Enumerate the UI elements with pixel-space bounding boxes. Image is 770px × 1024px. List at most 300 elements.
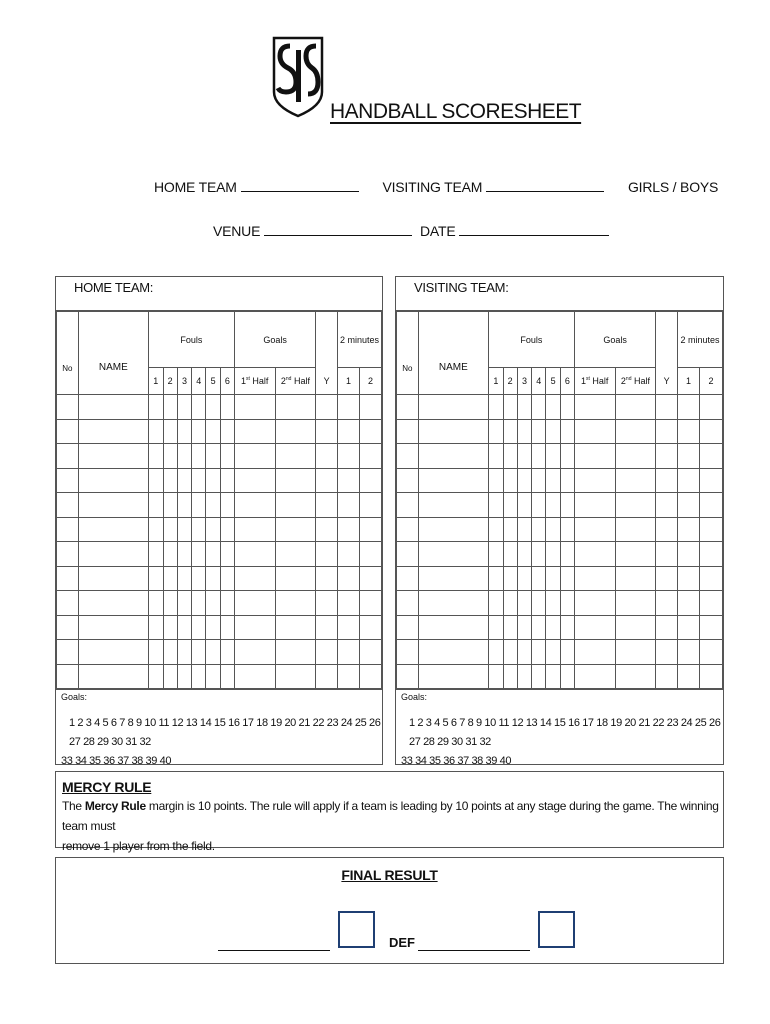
- entry-cell[interactable]: [656, 444, 678, 469]
- entry-cell[interactable]: [206, 444, 221, 469]
- entry-cell[interactable]: [78, 444, 148, 469]
- entry-cell[interactable]: [678, 615, 700, 640]
- entry-cell[interactable]: [656, 640, 678, 665]
- entry-cell[interactable]: [503, 615, 517, 640]
- entry-cell[interactable]: [206, 664, 221, 689]
- entry-cell[interactable]: [221, 640, 235, 665]
- entry-cell[interactable]: [574, 468, 615, 493]
- entry-cell[interactable]: [561, 444, 575, 469]
- entry-cell[interactable]: [699, 395, 722, 420]
- entry-cell[interactable]: [546, 419, 561, 444]
- entry-cell[interactable]: [234, 615, 275, 640]
- entry-cell[interactable]: [418, 664, 488, 689]
- entry-cell[interactable]: [57, 566, 79, 591]
- entry-cell[interactable]: [397, 419, 419, 444]
- entry-cell[interactable]: [234, 468, 275, 493]
- entry-cell[interactable]: [177, 615, 192, 640]
- entry-cell[interactable]: [532, 419, 546, 444]
- entry-cell[interactable]: [574, 395, 615, 420]
- entry-cell[interactable]: [532, 444, 546, 469]
- entry-cell[interactable]: [678, 444, 700, 469]
- entry-cell[interactable]: [678, 640, 700, 665]
- entry-cell[interactable]: [418, 493, 488, 518]
- entry-cell[interactable]: [234, 542, 275, 567]
- entry-cell[interactable]: [699, 566, 722, 591]
- entry-cell[interactable]: [163, 542, 177, 567]
- entry-cell[interactable]: [615, 640, 656, 665]
- entry-cell[interactable]: [699, 615, 722, 640]
- winner-name-field[interactable]: [218, 950, 330, 951]
- entry-cell[interactable]: [418, 615, 488, 640]
- entry-cell[interactable]: [221, 566, 235, 591]
- entry-cell[interactable]: [338, 468, 360, 493]
- date-field[interactable]: [459, 224, 609, 236]
- entry-cell[interactable]: [78, 517, 148, 542]
- entry-cell[interactable]: [615, 566, 656, 591]
- entry-cell[interactable]: [148, 419, 163, 444]
- entry-cell[interactable]: [57, 615, 79, 640]
- entry-cell[interactable]: [275, 615, 316, 640]
- entry-cell[interactable]: [503, 444, 517, 469]
- entry-cell[interactable]: [615, 664, 656, 689]
- entry-cell[interactable]: [561, 591, 575, 616]
- entry-cell[interactable]: [234, 444, 275, 469]
- entry-cell[interactable]: [418, 468, 488, 493]
- entry-cell[interactable]: [192, 395, 206, 420]
- entry-cell[interactable]: [177, 640, 192, 665]
- entry-cell[interactable]: [221, 419, 235, 444]
- entry-cell[interactable]: [192, 517, 206, 542]
- entry-cell[interactable]: [574, 493, 615, 518]
- entry-cell[interactable]: [206, 615, 221, 640]
- entry-cell[interactable]: [561, 615, 575, 640]
- entry-cell[interactable]: [699, 493, 722, 518]
- entry-cell[interactable]: [546, 615, 561, 640]
- entry-cell[interactable]: [338, 444, 360, 469]
- entry-cell[interactable]: [488, 444, 503, 469]
- entry-cell[interactable]: [192, 468, 206, 493]
- entry-cell[interactable]: [656, 542, 678, 567]
- entry-cell[interactable]: [316, 664, 338, 689]
- entry-cell[interactable]: [275, 419, 316, 444]
- entry-cell[interactable]: [359, 615, 381, 640]
- entry-cell[interactable]: [78, 591, 148, 616]
- entry-cell[interactable]: [561, 664, 575, 689]
- entry-cell[interactable]: [192, 640, 206, 665]
- entry-cell[interactable]: [359, 640, 381, 665]
- entry-cell[interactable]: [615, 493, 656, 518]
- entry-cell[interactable]: [148, 517, 163, 542]
- entry-cell[interactable]: [488, 517, 503, 542]
- entry-cell[interactable]: [488, 468, 503, 493]
- entry-cell[interactable]: [275, 444, 316, 469]
- entry-cell[interactable]: [488, 640, 503, 665]
- entry-cell[interactable]: [488, 419, 503, 444]
- entry-cell[interactable]: [397, 615, 419, 640]
- entry-cell[interactable]: [148, 615, 163, 640]
- entry-cell[interactable]: [532, 395, 546, 420]
- entry-cell[interactable]: [148, 493, 163, 518]
- entry-cell[interactable]: [532, 615, 546, 640]
- entry-cell[interactable]: [78, 395, 148, 420]
- entry-cell[interactable]: [561, 468, 575, 493]
- entry-cell[interactable]: [148, 444, 163, 469]
- entry-cell[interactable]: [656, 419, 678, 444]
- entry-cell[interactable]: [316, 542, 338, 567]
- entry-cell[interactable]: [275, 542, 316, 567]
- entry-cell[interactable]: [574, 542, 615, 567]
- entry-cell[interactable]: [418, 640, 488, 665]
- entry-cell[interactable]: [206, 640, 221, 665]
- entry-cell[interactable]: [338, 640, 360, 665]
- entry-cell[interactable]: [532, 591, 546, 616]
- entry-cell[interactable]: [338, 542, 360, 567]
- entry-cell[interactable]: [275, 566, 316, 591]
- entry-cell[interactable]: [561, 395, 575, 420]
- entry-cell[interactable]: [163, 640, 177, 665]
- entry-cell[interactable]: [656, 591, 678, 616]
- entry-cell[interactable]: [148, 468, 163, 493]
- entry-cell[interactable]: [177, 444, 192, 469]
- entry-cell[interactable]: [546, 395, 561, 420]
- entry-cell[interactable]: [418, 591, 488, 616]
- entry-cell[interactable]: [338, 517, 360, 542]
- entry-cell[interactable]: [615, 615, 656, 640]
- entry-cell[interactable]: [338, 395, 360, 420]
- winner-score-box[interactable]: [338, 911, 375, 948]
- entry-cell[interactable]: [192, 493, 206, 518]
- entry-cell[interactable]: [275, 395, 316, 420]
- entry-cell[interactable]: [656, 395, 678, 420]
- entry-cell[interactable]: [57, 468, 79, 493]
- entry-cell[interactable]: [656, 468, 678, 493]
- entry-cell[interactable]: [78, 542, 148, 567]
- entry-cell[interactable]: [234, 664, 275, 689]
- entry-cell[interactable]: [699, 517, 722, 542]
- entry-cell[interactable]: [503, 395, 517, 420]
- entry-cell[interactable]: [148, 566, 163, 591]
- entry-cell[interactable]: [418, 419, 488, 444]
- entry-cell[interactable]: [418, 542, 488, 567]
- entry-cell[interactable]: [418, 444, 488, 469]
- entry-cell[interactable]: [359, 444, 381, 469]
- entry-cell[interactable]: [177, 664, 192, 689]
- entry-cell[interactable]: [359, 566, 381, 591]
- entry-cell[interactable]: [57, 517, 79, 542]
- entry-cell[interactable]: [192, 419, 206, 444]
- entry-cell[interactable]: [546, 493, 561, 518]
- entry-cell[interactable]: [532, 542, 546, 567]
- entry-cell[interactable]: [488, 493, 503, 518]
- entry-cell[interactable]: [206, 542, 221, 567]
- entry-cell[interactable]: [678, 542, 700, 567]
- entry-cell[interactable]: [397, 566, 419, 591]
- entry-cell[interactable]: [148, 640, 163, 665]
- entry-cell[interactable]: [206, 591, 221, 616]
- entry-cell[interactable]: [488, 664, 503, 689]
- entry-cell[interactable]: [615, 591, 656, 616]
- entry-cell[interactable]: [234, 566, 275, 591]
- entry-cell[interactable]: [221, 664, 235, 689]
- entry-cell[interactable]: [78, 493, 148, 518]
- entry-cell[interactable]: [678, 468, 700, 493]
- entry-cell[interactable]: [78, 468, 148, 493]
- entry-cell[interactable]: [148, 591, 163, 616]
- entry-cell[interactable]: [397, 444, 419, 469]
- entry-cell[interactable]: [615, 517, 656, 542]
- visiting-team-field[interactable]: [486, 180, 604, 192]
- entry-cell[interactable]: [532, 493, 546, 518]
- entry-cell[interactable]: [221, 493, 235, 518]
- entry-cell[interactable]: [574, 566, 615, 591]
- entry-cell[interactable]: [163, 493, 177, 518]
- entry-cell[interactable]: [78, 615, 148, 640]
- entry-cell[interactable]: [503, 591, 517, 616]
- entry-cell[interactable]: [574, 419, 615, 444]
- entry-cell[interactable]: [234, 493, 275, 518]
- entry-cell[interactable]: [316, 468, 338, 493]
- entry-cell[interactable]: [338, 664, 360, 689]
- entry-cell[interactable]: [221, 591, 235, 616]
- entry-cell[interactable]: [359, 395, 381, 420]
- entry-cell[interactable]: [316, 640, 338, 665]
- entry-cell[interactable]: [177, 419, 192, 444]
- entry-cell[interactable]: [316, 493, 338, 518]
- entry-cell[interactable]: [678, 566, 700, 591]
- entry-cell[interactable]: [517, 419, 532, 444]
- entry-cell[interactable]: [656, 664, 678, 689]
- entry-cell[interactable]: [397, 640, 419, 665]
- entry-cell[interactable]: [397, 517, 419, 542]
- entry-cell[interactable]: [699, 591, 722, 616]
- entry-cell[interactable]: [488, 615, 503, 640]
- home-team-field[interactable]: [241, 180, 359, 192]
- entry-cell[interactable]: [221, 517, 235, 542]
- entry-cell[interactable]: [177, 566, 192, 591]
- entry-cell[interactable]: [316, 444, 338, 469]
- entry-cell[interactable]: [275, 664, 316, 689]
- entry-cell[interactable]: [338, 591, 360, 616]
- entry-cell[interactable]: [338, 419, 360, 444]
- entry-cell[interactable]: [359, 542, 381, 567]
- entry-cell[interactable]: [148, 395, 163, 420]
- entry-cell[interactable]: [561, 640, 575, 665]
- entry-cell[interactable]: [234, 517, 275, 542]
- entry-cell[interactable]: [316, 517, 338, 542]
- entry-cell[interactable]: [57, 640, 79, 665]
- entry-cell[interactable]: [574, 615, 615, 640]
- entry-cell[interactable]: [177, 395, 192, 420]
- entry-cell[interactable]: [532, 640, 546, 665]
- entry-cell[interactable]: [699, 664, 722, 689]
- entry-cell[interactable]: [359, 517, 381, 542]
- entry-cell[interactable]: [359, 493, 381, 518]
- entry-cell[interactable]: [678, 419, 700, 444]
- entry-cell[interactable]: [678, 517, 700, 542]
- entry-cell[interactable]: [488, 591, 503, 616]
- entry-cell[interactable]: [148, 664, 163, 689]
- entry-cell[interactable]: [275, 591, 316, 616]
- entry-cell[interactable]: [316, 591, 338, 616]
- entry-cell[interactable]: [546, 468, 561, 493]
- entry-cell[interactable]: [546, 444, 561, 469]
- entry-cell[interactable]: [221, 444, 235, 469]
- entry-cell[interactable]: [57, 444, 79, 469]
- entry-cell[interactable]: [234, 591, 275, 616]
- entry-cell[interactable]: [338, 566, 360, 591]
- entry-cell[interactable]: [574, 640, 615, 665]
- entry-cell[interactable]: [206, 395, 221, 420]
- entry-cell[interactable]: [574, 444, 615, 469]
- entry-cell[interactable]: [221, 542, 235, 567]
- entry-cell[interactable]: [359, 664, 381, 689]
- entry-cell[interactable]: [57, 542, 79, 567]
- entry-cell[interactable]: [574, 517, 615, 542]
- entry-cell[interactable]: [418, 517, 488, 542]
- entry-cell[interactable]: [546, 640, 561, 665]
- entry-cell[interactable]: [221, 615, 235, 640]
- entry-cell[interactable]: [359, 468, 381, 493]
- entry-cell[interactable]: [316, 566, 338, 591]
- entry-cell[interactable]: [206, 468, 221, 493]
- entry-cell[interactable]: [163, 566, 177, 591]
- entry-cell[interactable]: [517, 468, 532, 493]
- entry-cell[interactable]: [275, 493, 316, 518]
- entry-cell[interactable]: [615, 395, 656, 420]
- entry-cell[interactable]: [503, 640, 517, 665]
- entry-cell[interactable]: [656, 566, 678, 591]
- entry-cell[interactable]: [206, 419, 221, 444]
- entry-cell[interactable]: [275, 640, 316, 665]
- entry-cell[interactable]: [517, 615, 532, 640]
- entry-cell[interactable]: [656, 517, 678, 542]
- entry-cell[interactable]: [234, 640, 275, 665]
- entry-cell[interactable]: [316, 395, 338, 420]
- goal-sequence[interactable]: 1 2 3 4 5 6 7 8 9 10 11 12 13 14 15 16 17 18 19 20 21 22 23 24 25 26 27 28 29 30 31 32 33 34 35 36 37 38 39 40: [401, 717, 721, 767]
- entry-cell[interactable]: [221, 395, 235, 420]
- entry-cell[interactable]: [418, 566, 488, 591]
- entry-cell[interactable]: [192, 615, 206, 640]
- entry-cell[interactable]: [78, 664, 148, 689]
- entry-cell[interactable]: [503, 517, 517, 542]
- entry-cell[interactable]: [163, 517, 177, 542]
- entry-cell[interactable]: [546, 591, 561, 616]
- entry-cell[interactable]: [192, 566, 206, 591]
- entry-cell[interactable]: [517, 664, 532, 689]
- entry-cell[interactable]: [503, 542, 517, 567]
- venue-field[interactable]: [264, 224, 412, 236]
- entry-cell[interactable]: [678, 591, 700, 616]
- entry-cell[interactable]: [532, 468, 546, 493]
- entry-cell[interactable]: [678, 395, 700, 420]
- entry-cell[interactable]: [517, 444, 532, 469]
- entry-cell[interactable]: [206, 517, 221, 542]
- entry-cell[interactable]: [206, 566, 221, 591]
- entry-cell[interactable]: [532, 566, 546, 591]
- entry-cell[interactable]: [546, 542, 561, 567]
- entry-cell[interactable]: [163, 615, 177, 640]
- entry-cell[interactable]: [488, 566, 503, 591]
- entry-cell[interactable]: [78, 640, 148, 665]
- entry-cell[interactable]: [57, 664, 79, 689]
- entry-cell[interactable]: [234, 395, 275, 420]
- entry-cell[interactable]: [177, 542, 192, 567]
- entry-cell[interactable]: [503, 493, 517, 518]
- entry-cell[interactable]: [546, 664, 561, 689]
- entry-cell[interactable]: [275, 468, 316, 493]
- goal-sequence[interactable]: 1 2 3 4 5 6 7 8 9 10 11 12 13 14 15 16 17 18 19 20 21 22 23 24 25 26 27 28 29 30 31 32 33 34 35 36 37 38 39 40: [61, 717, 381, 767]
- entry-cell[interactable]: [192, 664, 206, 689]
- entry-cell[interactable]: [234, 419, 275, 444]
- entry-cell[interactable]: [397, 493, 419, 518]
- entry-cell[interactable]: [503, 468, 517, 493]
- entry-cell[interactable]: [517, 395, 532, 420]
- entry-cell[interactable]: [163, 591, 177, 616]
- entry-cell[interactable]: [57, 493, 79, 518]
- entry-cell[interactable]: [517, 517, 532, 542]
- entry-cell[interactable]: [57, 395, 79, 420]
- entry-cell[interactable]: [699, 640, 722, 665]
- entry-cell[interactable]: [561, 517, 575, 542]
- entry-cell[interactable]: [532, 517, 546, 542]
- entry-cell[interactable]: [615, 468, 656, 493]
- entry-cell[interactable]: [546, 566, 561, 591]
- entry-cell[interactable]: [359, 591, 381, 616]
- entry-cell[interactable]: [503, 419, 517, 444]
- entry-cell[interactable]: [397, 664, 419, 689]
- entry-cell[interactable]: [338, 493, 360, 518]
- entry-cell[interactable]: [206, 493, 221, 518]
- entry-cell[interactable]: [316, 419, 338, 444]
- entry-cell[interactable]: [656, 493, 678, 518]
- entry-cell[interactable]: [163, 395, 177, 420]
- entry-cell[interactable]: [517, 493, 532, 518]
- entry-cell[interactable]: [517, 591, 532, 616]
- entry-cell[interactable]: [192, 444, 206, 469]
- entry-cell[interactable]: [517, 542, 532, 567]
- entry-cell[interactable]: [574, 664, 615, 689]
- entry-cell[interactable]: [163, 419, 177, 444]
- entry-cell[interactable]: [397, 591, 419, 616]
- entry-cell[interactable]: [177, 517, 192, 542]
- entry-cell[interactable]: [192, 591, 206, 616]
- entry-cell[interactable]: [177, 591, 192, 616]
- entry-cell[interactable]: [503, 664, 517, 689]
- entry-cell[interactable]: [359, 419, 381, 444]
- loser-name-field[interactable]: [418, 950, 530, 951]
- entry-cell[interactable]: [192, 542, 206, 567]
- entry-cell[interactable]: [615, 419, 656, 444]
- entry-cell[interactable]: [561, 493, 575, 518]
- entry-cell[interactable]: [656, 615, 678, 640]
- entry-cell[interactable]: [78, 566, 148, 591]
- entry-cell[interactable]: [163, 444, 177, 469]
- entry-cell[interactable]: [546, 517, 561, 542]
- entry-cell[interactable]: [338, 615, 360, 640]
- entry-cell[interactable]: [275, 517, 316, 542]
- entry-cell[interactable]: [561, 419, 575, 444]
- entry-cell[interactable]: [532, 664, 546, 689]
- entry-cell[interactable]: [615, 444, 656, 469]
- entry-cell[interactable]: [397, 468, 419, 493]
- entry-cell[interactable]: [678, 493, 700, 518]
- entry-cell[interactable]: [177, 468, 192, 493]
- entry-cell[interactable]: [488, 542, 503, 567]
- entry-cell[interactable]: [57, 591, 79, 616]
- entry-cell[interactable]: [316, 615, 338, 640]
- loser-score-box[interactable]: [538, 911, 575, 948]
- entry-cell[interactable]: [397, 395, 419, 420]
